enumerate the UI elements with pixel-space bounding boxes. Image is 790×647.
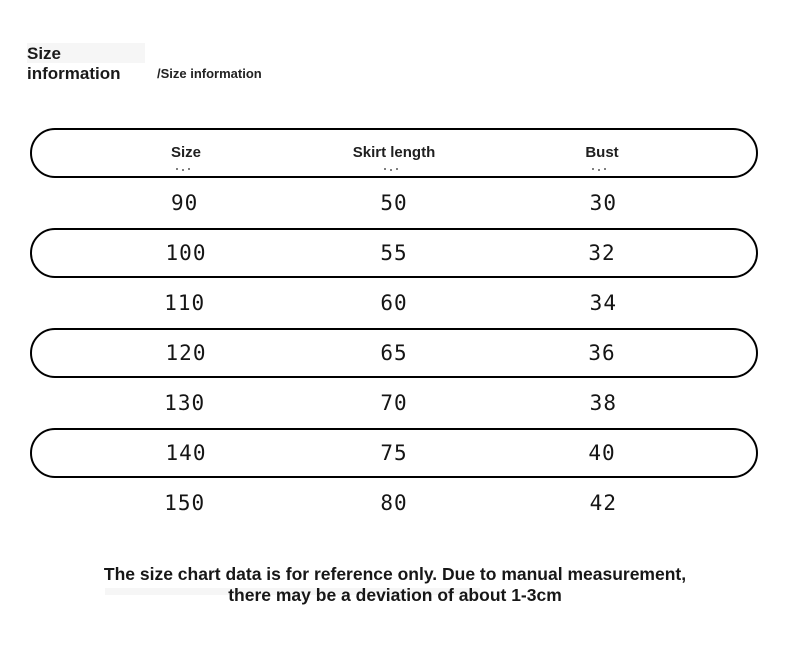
- table-cell: 140: [165, 441, 207, 465]
- table-cell: 150: [164, 491, 206, 515]
- column-header-label: Size: [170, 144, 201, 161]
- table-cell: 70: [380, 391, 408, 415]
- table-cell: 90: [171, 191, 199, 215]
- size-table: [30, 128, 758, 528]
- ocr-artifact-dots: [592, 168, 594, 170]
- table-cell: 75: [380, 441, 408, 465]
- table-cell: 42: [589, 491, 617, 515]
- disclaimer-line1: The size chart data is for reference only. Due to manual measurement,: [103, 564, 687, 584]
- table-cell: 30: [589, 191, 617, 215]
- section-subtitle: /Size information: [157, 66, 262, 81]
- column-header: [353, 144, 436, 162]
- table-row: [30, 328, 758, 378]
- disclaimer-line2: there may be a deviation of about 1-3cm: [228, 585, 562, 605]
- section-title-line1: Size: [27, 44, 62, 63]
- section-title: [27, 44, 121, 84]
- table-cell: 130: [164, 391, 206, 415]
- column-header: [171, 144, 201, 162]
- table-cell: 32: [588, 241, 616, 265]
- table-cell: 36: [588, 341, 616, 365]
- table-cell: 120: [165, 341, 207, 365]
- table-cell: 55: [380, 241, 408, 265]
- disclaimer: [0, 564, 790, 606]
- table-cell: 110: [164, 291, 206, 315]
- table-row: [30, 178, 758, 228]
- table-cell: 50: [380, 191, 408, 215]
- table-cell: 60: [380, 291, 408, 315]
- table-row: [30, 378, 758, 428]
- table-cell: 100: [165, 241, 207, 265]
- ocr-artifact-dots: [384, 168, 386, 170]
- table-row: [30, 228, 758, 278]
- table-cell: 65: [380, 341, 408, 365]
- column-header-label: Skirt length: [352, 144, 436, 161]
- table-row: [30, 278, 758, 328]
- section-title-line2: information: [27, 64, 121, 83]
- table-cell: 40: [588, 441, 616, 465]
- column-header: [585, 144, 618, 162]
- table-row: [30, 428, 758, 478]
- table-row: [30, 478, 758, 528]
- ocr-artifact-dots: [176, 168, 178, 170]
- table-cell: 38: [589, 391, 617, 415]
- table-cell: 80: [380, 491, 408, 515]
- table-header-row: [30, 128, 758, 178]
- table-cell: 34: [589, 291, 617, 315]
- column-header-label: Bust: [585, 144, 619, 161]
